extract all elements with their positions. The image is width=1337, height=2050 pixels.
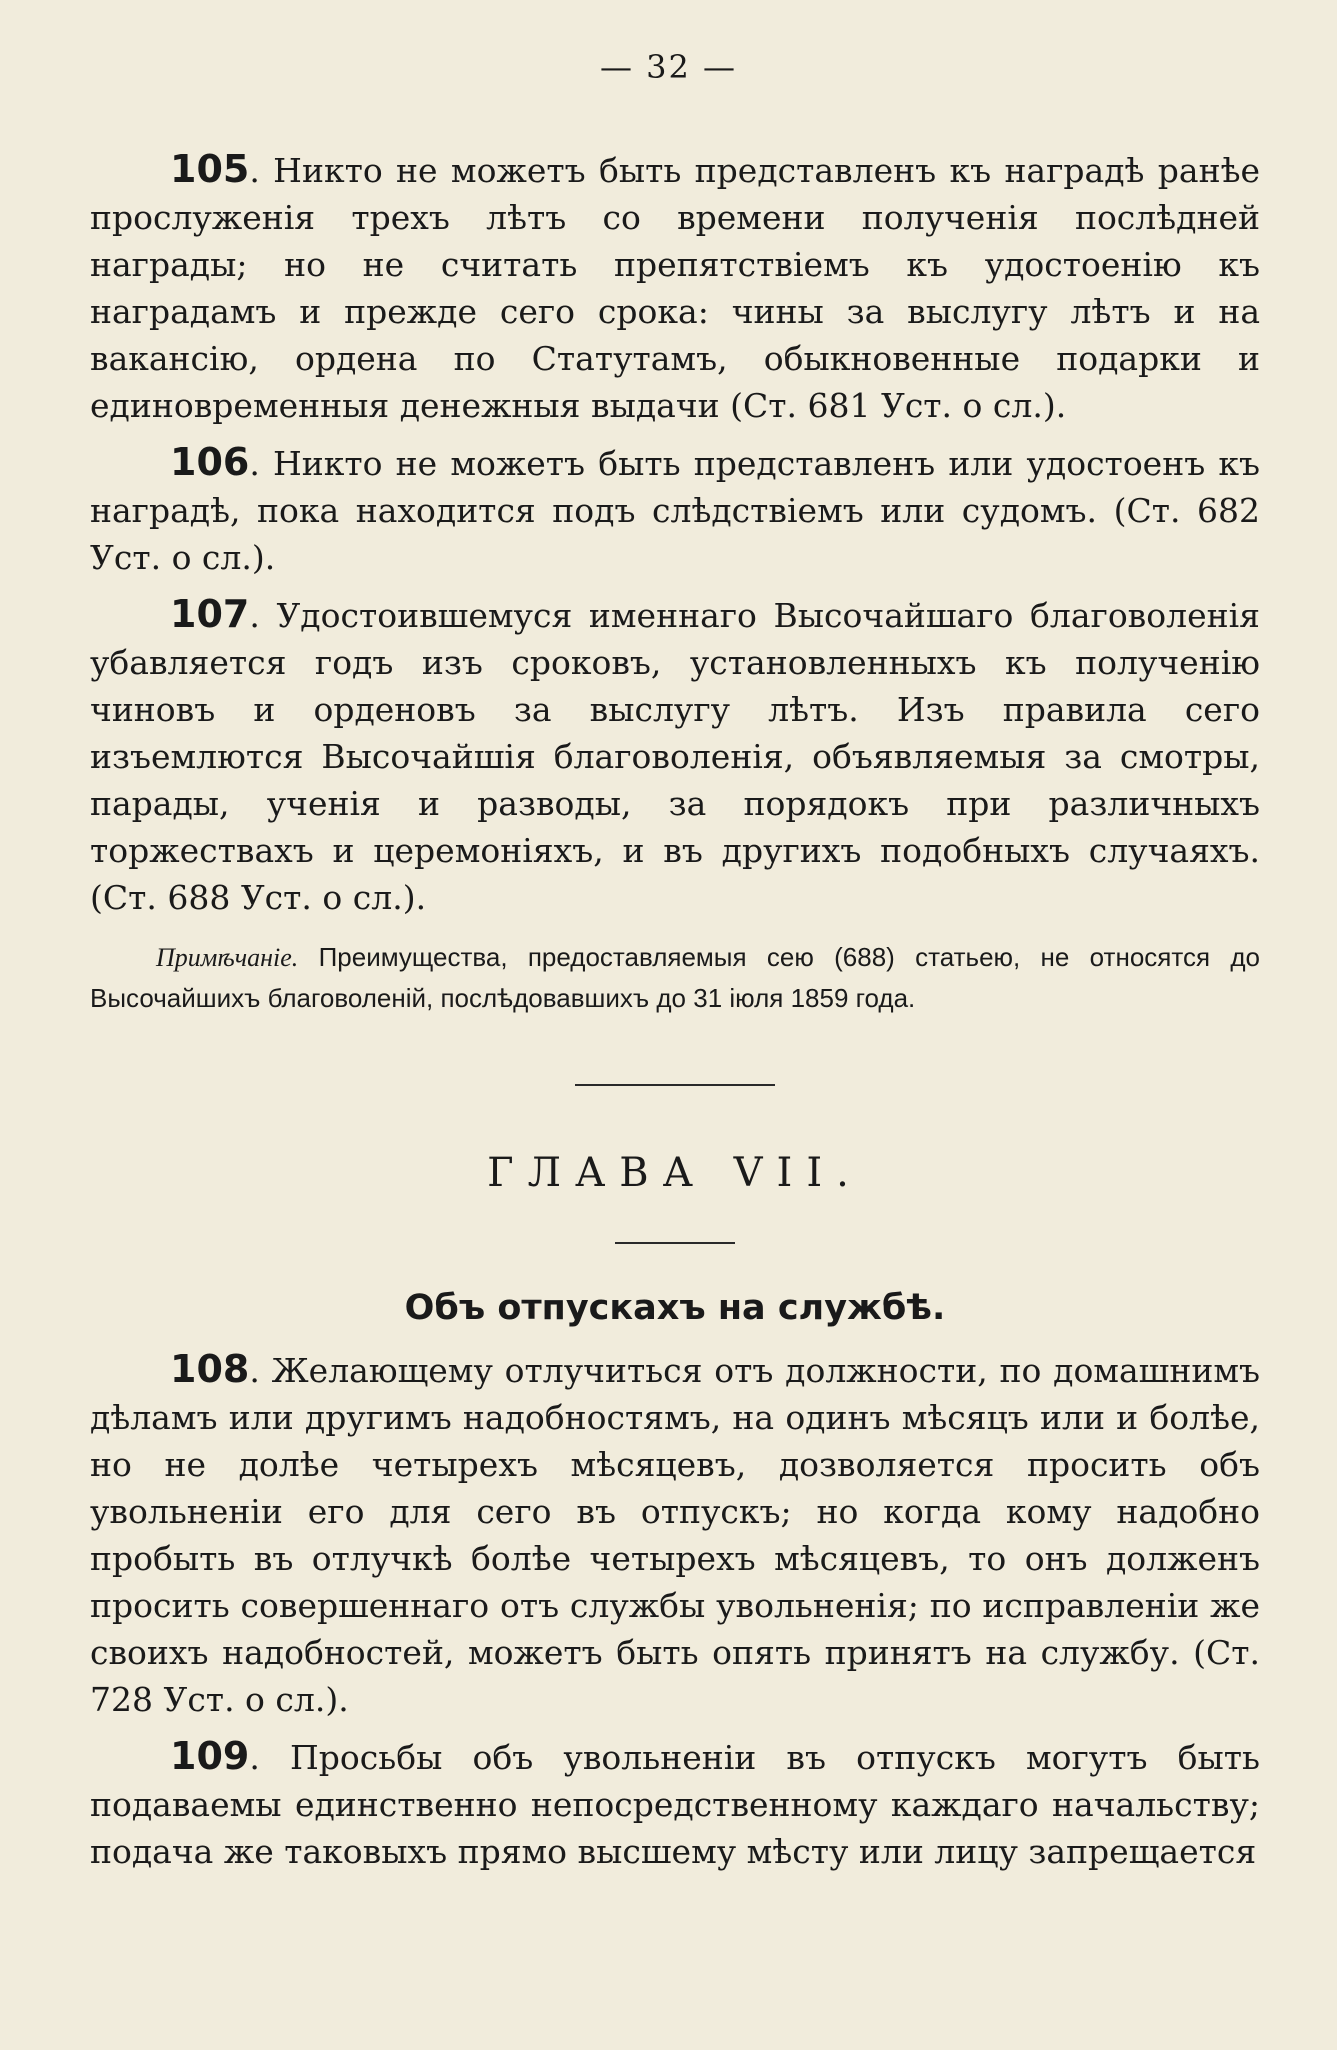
- divider-rule: [575, 1084, 775, 1086]
- chapter-title: ГЛАВА VII.: [487, 1150, 863, 1196]
- article-107: [90, 591, 1260, 921]
- section-title: Объ отпускахъ на службѣ.: [404, 1288, 946, 1328]
- article-text: . Желающему отлучиться отъ должности, по домашнимъ дѣламъ или другимъ надобностямъ, на одинъ мѣсяцъ или и болѣе, но не долѣе четырехъ мѣсяцевъ, дозволяется просить объ увольненіи его для сего въ отпускъ; но когда кому надобно пробыть въ отлучкѣ болѣе четырехъ мѣсяцевъ, то онъ долженъ просить совершеннаго отъ службы увольненія; по исправленіи же своихъ надобностей, можетъ быть опять принятъ на службу. (Ст. 728 Уст. о сл.).: [90, 1351, 1260, 1719]
- divider-rule: [615, 1242, 735, 1244]
- note-label: Примѣчаніе.: [156, 943, 299, 972]
- article-text: . Никто не можетъ быть представленъ или удостоенъ къ наградѣ, пока находится подъ слѣдствіемъ или судомъ. (Ст. 682 Уст. о сл.).: [90, 444, 1260, 577]
- article-number: 108: [170, 1347, 250, 1391]
- footnote: [90, 937, 1260, 1018]
- page-number: — 32 —: [599, 48, 738, 86]
- article-109: [90, 1733, 1260, 1875]
- article-number: 109: [170, 1734, 250, 1778]
- note-text: Преимущества, предоставляемыя сею (688) статьею, не относятся до Высочайшихъ благоволеній, послѣдовавшихъ до 31 іюля 1859 года.: [90, 942, 1260, 1013]
- article-105: [90, 146, 1260, 429]
- page-body: [90, 146, 1260, 1875]
- article-number: 106: [170, 440, 250, 484]
- article-108: [90, 1346, 1260, 1723]
- article-text: . Никто не можетъ быть представленъ къ наградѣ ранѣе прослуженія трехъ лѣтъ со времени полученія послѣдней награды; но не считать препятствіемъ къ удостоенію къ наградамъ и прежде сего срока: чины за выслугу лѣтъ и на вакансію, ордена по Статутамъ, обыкновенные подарки и единовременныя денежныя выдачи (Ст. 681 Уст. о сл.).: [90, 151, 1260, 425]
- article-number: 107: [170, 592, 250, 636]
- article-number: 105: [170, 147, 250, 191]
- article-text: . Удостоившемуся именнаго Высочайшаго благоволенія убавляется годъ изъ сроковъ, установленныхъ къ полученію чиновъ и орденовъ за выслугу лѣтъ. Изъ правила сего изъемлются Высочайшія благоволенія, объявляемыя за смотры, парады, ученія и разводы, за порядокъ при различныхъ торжествахъ и церемоніяхъ, и въ другихъ подобныхъ случаяхъ. (Ст. 688 Уст. о сл.).: [90, 596, 1260, 917]
- article-106: [90, 439, 1260, 581]
- article-text: . Просьбы объ увольненіи въ отпускъ могутъ быть подаваемы единственно непосредственному каждаго начальству; подача же таковыхъ прямо высшему мѣсту или лицу запрещается: [90, 1738, 1260, 1871]
